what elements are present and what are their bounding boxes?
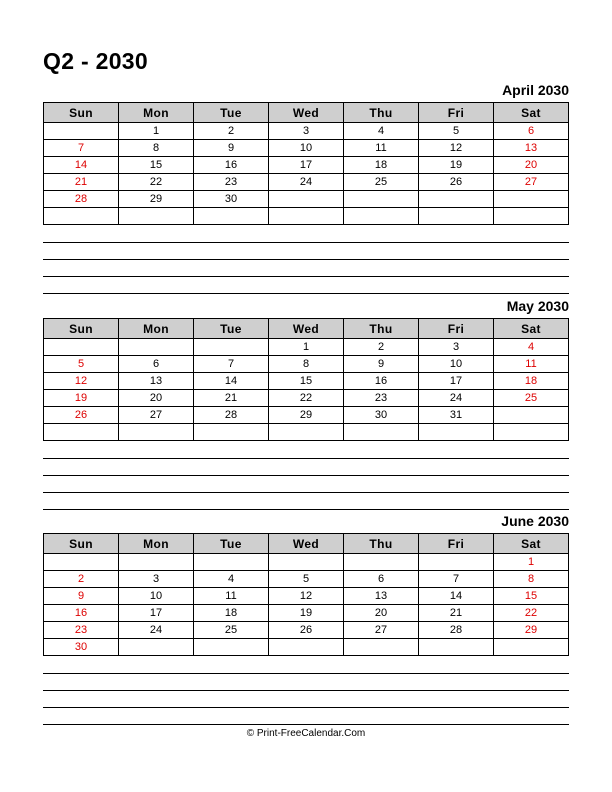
- day-cell: 6: [344, 571, 419, 588]
- week-row: [44, 622, 569, 639]
- day-cell: [419, 424, 494, 441]
- note-line: [43, 509, 569, 510]
- day-cell: [494, 424, 569, 441]
- day-cell: 18: [494, 373, 569, 390]
- day-cell: [194, 339, 269, 356]
- day-cell: 15: [269, 373, 344, 390]
- day-cell: 10: [119, 588, 194, 605]
- day-cell: 3: [269, 123, 344, 140]
- week-row: [44, 373, 569, 390]
- weekday-header-thu: Thu: [344, 103, 419, 123]
- day-cell: 11: [344, 140, 419, 157]
- weekday-header-sun: Sun: [44, 319, 119, 339]
- weekday-header-wed: Wed: [269, 103, 344, 123]
- week-row: [44, 639, 569, 656]
- weekday-header-sat: Sat: [494, 534, 569, 554]
- day-cell: 5: [269, 571, 344, 588]
- day-cell: 9: [194, 140, 269, 157]
- note-line: [43, 492, 569, 493]
- weekday-header-wed: Wed: [269, 534, 344, 554]
- week-row: [44, 554, 569, 571]
- day-cell: 1: [494, 554, 569, 571]
- week-row: [44, 424, 569, 441]
- week-row: [44, 157, 569, 174]
- weekday-header-mon: Mon: [119, 319, 194, 339]
- day-cell: [344, 554, 419, 571]
- day-cell: 12: [44, 373, 119, 390]
- day-cell: [494, 208, 569, 225]
- weekday-header-row: [44, 534, 569, 554]
- month-title: April 2030: [502, 82, 569, 98]
- day-cell: [269, 208, 344, 225]
- day-cell: 9: [344, 356, 419, 373]
- day-cell: 17: [269, 157, 344, 174]
- day-cell: [194, 639, 269, 656]
- day-cell: [494, 639, 569, 656]
- day-cell: 23: [194, 174, 269, 191]
- day-cell: 19: [44, 390, 119, 407]
- day-cell: 30: [44, 639, 119, 656]
- day-cell: 23: [44, 622, 119, 639]
- day-cell: 25: [194, 622, 269, 639]
- day-cell: [269, 639, 344, 656]
- day-cell: [119, 639, 194, 656]
- month-title: June 2030: [501, 513, 569, 529]
- weekday-header-thu: Thu: [344, 319, 419, 339]
- day-cell: [119, 339, 194, 356]
- week-row: [44, 140, 569, 157]
- month-calendar-table: [43, 318, 569, 441]
- day-cell: [344, 191, 419, 208]
- day-cell: [269, 554, 344, 571]
- day-cell: 4: [494, 339, 569, 356]
- day-cell: [494, 191, 569, 208]
- day-cell: 21: [419, 605, 494, 622]
- note-line: [43, 259, 569, 260]
- day-cell: 22: [119, 174, 194, 191]
- day-cell: 3: [119, 571, 194, 588]
- note-line: [43, 276, 569, 277]
- day-cell: [194, 208, 269, 225]
- day-cell: 15: [119, 157, 194, 174]
- day-cell: [344, 639, 419, 656]
- day-cell: 20: [494, 157, 569, 174]
- day-cell: [194, 424, 269, 441]
- day-cell: 22: [269, 390, 344, 407]
- note-line: [43, 242, 569, 243]
- day-cell: 4: [344, 123, 419, 140]
- day-cell: 5: [419, 123, 494, 140]
- page-title: Q2 - 2030: [43, 48, 148, 74]
- day-cell: 26: [419, 174, 494, 191]
- day-cell: 11: [194, 588, 269, 605]
- month-calendar-table: [43, 102, 569, 225]
- day-cell: [344, 208, 419, 225]
- day-cell: 20: [119, 390, 194, 407]
- weekday-header-fri: Fri: [419, 534, 494, 554]
- day-cell: [44, 554, 119, 571]
- week-row: [44, 174, 569, 191]
- day-cell: 10: [419, 356, 494, 373]
- day-cell: 21: [44, 174, 119, 191]
- day-cell: 21: [194, 390, 269, 407]
- day-cell: 8: [269, 356, 344, 373]
- day-cell: 17: [119, 605, 194, 622]
- note-line: [43, 690, 569, 691]
- week-row: [44, 191, 569, 208]
- day-cell: 7: [44, 140, 119, 157]
- day-cell: 2: [44, 571, 119, 588]
- weekday-header-row: [44, 319, 569, 339]
- day-cell: 13: [344, 588, 419, 605]
- day-cell: 13: [494, 140, 569, 157]
- day-cell: 26: [44, 407, 119, 424]
- day-cell: 16: [44, 605, 119, 622]
- day-cell: 27: [119, 407, 194, 424]
- month-calendar-table: [43, 533, 569, 656]
- day-cell: [119, 208, 194, 225]
- day-cell: 28: [44, 191, 119, 208]
- weekday-header-tue: Tue: [194, 534, 269, 554]
- note-line: [43, 458, 569, 459]
- day-cell: 29: [269, 407, 344, 424]
- day-cell: 8: [494, 571, 569, 588]
- day-cell: 29: [119, 191, 194, 208]
- day-cell: 5: [44, 356, 119, 373]
- day-cell: 23: [344, 390, 419, 407]
- day-cell: 20: [344, 605, 419, 622]
- weekday-header-wed: Wed: [269, 319, 344, 339]
- week-row: [44, 571, 569, 588]
- weekday-header-mon: Mon: [119, 103, 194, 123]
- day-cell: 19: [419, 157, 494, 174]
- day-cell: [269, 191, 344, 208]
- day-cell: 24: [269, 174, 344, 191]
- day-cell: 6: [494, 123, 569, 140]
- day-cell: 7: [419, 571, 494, 588]
- day-cell: 14: [194, 373, 269, 390]
- day-cell: [194, 554, 269, 571]
- weekday-header-fri: Fri: [419, 103, 494, 123]
- month-title: May 2030: [506, 298, 569, 314]
- day-cell: 4: [194, 571, 269, 588]
- day-cell: 30: [344, 407, 419, 424]
- day-cell: [494, 407, 569, 424]
- weekday-header-sun: Sun: [44, 534, 119, 554]
- day-cell: 16: [194, 157, 269, 174]
- weekday-header-sun: Sun: [44, 103, 119, 123]
- day-cell: 16: [344, 373, 419, 390]
- day-cell: [269, 424, 344, 441]
- day-cell: 1: [269, 339, 344, 356]
- day-cell: [44, 208, 119, 225]
- day-cell: 24: [419, 390, 494, 407]
- day-cell: 26: [269, 622, 344, 639]
- note-line: [43, 673, 569, 674]
- weekday-header-sat: Sat: [494, 319, 569, 339]
- day-cell: 3: [419, 339, 494, 356]
- weekday-header-row: [44, 103, 569, 123]
- day-cell: 19: [269, 605, 344, 622]
- day-cell: [419, 191, 494, 208]
- day-cell: 18: [344, 157, 419, 174]
- day-cell: 13: [119, 373, 194, 390]
- weekday-header-thu: Thu: [344, 534, 419, 554]
- week-row: [44, 123, 569, 140]
- day-cell: 12: [269, 588, 344, 605]
- day-cell: 27: [344, 622, 419, 639]
- day-cell: [119, 554, 194, 571]
- day-cell: [419, 208, 494, 225]
- day-cell: 10: [269, 140, 344, 157]
- day-cell: 28: [194, 407, 269, 424]
- day-cell: 9: [44, 588, 119, 605]
- weekday-header-tue: Tue: [194, 319, 269, 339]
- day-cell: 29: [494, 622, 569, 639]
- weekday-header-fri: Fri: [419, 319, 494, 339]
- weekday-header-mon: Mon: [119, 534, 194, 554]
- week-row: [44, 356, 569, 373]
- day-cell: [44, 424, 119, 441]
- day-cell: 27: [494, 174, 569, 191]
- week-row: [44, 208, 569, 225]
- day-cell: 24: [119, 622, 194, 639]
- note-line: [43, 707, 569, 708]
- day-cell: [44, 339, 119, 356]
- day-cell: 25: [344, 174, 419, 191]
- day-cell: 8: [119, 140, 194, 157]
- note-line: [43, 475, 569, 476]
- day-cell: [119, 424, 194, 441]
- day-cell: 15: [494, 588, 569, 605]
- note-line: [43, 724, 569, 725]
- day-cell: 28: [419, 622, 494, 639]
- week-row: [44, 588, 569, 605]
- week-row: [44, 605, 569, 622]
- day-cell: 14: [419, 588, 494, 605]
- day-cell: [419, 639, 494, 656]
- day-cell: 2: [344, 339, 419, 356]
- week-row: [44, 407, 569, 424]
- note-line: [43, 293, 569, 294]
- day-cell: 6: [119, 356, 194, 373]
- day-cell: 2: [194, 123, 269, 140]
- day-cell: 22: [494, 605, 569, 622]
- day-cell: 12: [419, 140, 494, 157]
- day-cell: 11: [494, 356, 569, 373]
- day-cell: [419, 554, 494, 571]
- day-cell: 1: [119, 123, 194, 140]
- day-cell: 30: [194, 191, 269, 208]
- day-cell: 18: [194, 605, 269, 622]
- day-cell: 25: [494, 390, 569, 407]
- day-cell: 17: [419, 373, 494, 390]
- day-cell: [44, 123, 119, 140]
- weekday-header-tue: Tue: [194, 103, 269, 123]
- week-row: [44, 339, 569, 356]
- weekday-header-sat: Sat: [494, 103, 569, 123]
- day-cell: 31: [419, 407, 494, 424]
- footer-credit: © Print-FreeCalendar.Com: [246, 728, 366, 739]
- day-cell: 14: [44, 157, 119, 174]
- day-cell: 7: [194, 356, 269, 373]
- day-cell: [344, 424, 419, 441]
- week-row: [44, 390, 569, 407]
